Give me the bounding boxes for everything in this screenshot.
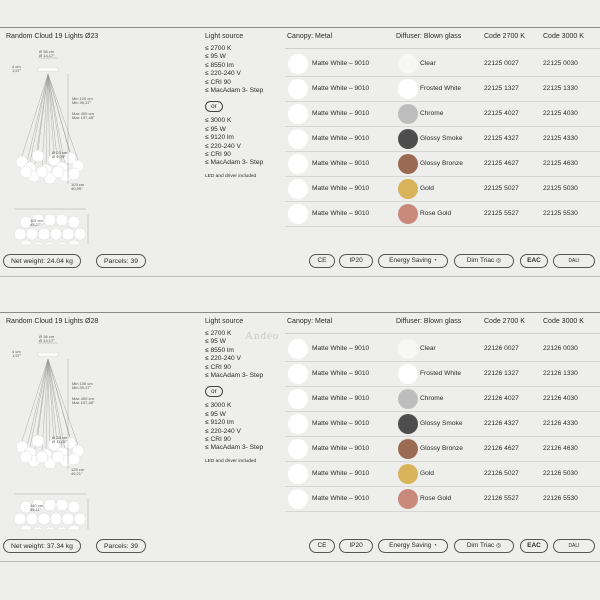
light-source-heading: Light source <box>205 33 244 40</box>
diffuser-name: Frosted White <box>420 85 462 92</box>
code-2700-heading: Code 2700 K <box>484 318 525 325</box>
technical-drawing <box>0 329 200 529</box>
code-3000k: 22126 4330 <box>543 420 578 427</box>
diffuser-name: Gold <box>420 470 434 477</box>
canopy-swatch <box>288 489 308 509</box>
eac-badge: EAC <box>520 254 548 268</box>
spec-3000-line: ≤ 95 W <box>205 410 226 418</box>
dim-ball-cm: Ø 23 cm <box>52 150 68 155</box>
diffuser-name: Glossy Bronze <box>420 160 463 167</box>
energy-badge <box>378 539 448 553</box>
diffuser-swatch-bronze <box>398 439 418 459</box>
dim-min-in: Min 39,37" <box>72 100 91 105</box>
diffuser-swatch-chrome <box>398 389 418 409</box>
diffuser-swatch-frosted <box>398 79 418 99</box>
table-top-rule <box>285 48 600 49</box>
diffuser-swatch-gold <box>398 464 418 484</box>
dim-badge <box>454 539 514 553</box>
spec-3000-line: ≤ 95 W <box>205 125 226 133</box>
code-3000k: 22126 4030 <box>543 395 578 402</box>
parcels: Parcels: 39 <box>96 254 146 268</box>
spec-3000-line: ≤ MacAdam 3- Step <box>205 159 264 167</box>
canopy-swatch <box>288 54 308 74</box>
dim-height-cm: 103 cm <box>71 182 85 187</box>
dimmer-icon: ◎ <box>496 258 502 264</box>
code-3000k: 22126 1330 <box>543 370 578 377</box>
net-weight: Net weight: 37.34 kg <box>3 539 81 553</box>
canopy-swatch <box>288 104 308 124</box>
spec-2700-line: ≤ 8550 lm <box>205 61 234 69</box>
dimmer-icon: ◎ <box>496 543 502 549</box>
spec-2700-line: ≤ 2700 K <box>205 45 232 52</box>
code-3000k: 22125 0030 <box>543 60 578 67</box>
canopy-swatch <box>288 439 308 459</box>
canopy-swatch <box>288 389 308 409</box>
code-3000k: 22125 5530 <box>543 210 578 217</box>
product-row <box>285 177 600 202</box>
code-2700k: 22126 4027 <box>484 395 519 402</box>
header-rule <box>0 27 600 28</box>
led-note: LED and driver included <box>205 458 257 464</box>
spec-2700-line: ≤ 2700 K <box>205 330 232 337</box>
ip-badge: IP20 <box>339 254 373 268</box>
product-row <box>285 462 600 487</box>
header-rule <box>0 312 600 313</box>
energy-label: Energy Saving <box>389 257 432 264</box>
dim-width-in: 55,11" <box>30 507 42 512</box>
diffuser-name: Chrome <box>420 395 444 402</box>
code-2700-heading: Code 2700 K <box>484 33 525 40</box>
code-3000k: 22125 5030 <box>543 185 578 192</box>
code-2700k: 22125 4327 <box>484 135 519 142</box>
product-row <box>285 102 600 127</box>
diffuser-name: Frosted White <box>420 370 462 377</box>
diffuser-name: Chrome <box>420 110 444 117</box>
dim-badge <box>454 254 514 268</box>
canopy-finish: Matte White – 9010 <box>312 135 370 142</box>
dim-min-in: Min 39,37" <box>72 385 91 390</box>
code-2700k: 22125 5027 <box>484 185 519 192</box>
footer-rule <box>0 276 600 277</box>
canopy-finish: Matte White – 9010 <box>312 85 370 92</box>
canopy-finish: Matte White – 9010 <box>312 210 370 217</box>
spec-3000-line: ≤ 220-240 V <box>205 427 241 435</box>
spec-2700-line: ≤ 95 W <box>205 53 226 61</box>
code-3000k: 22126 5030 <box>543 470 578 477</box>
net-weight: Net weight: 24.04 kg <box>3 254 81 268</box>
spec-2700-line: ≤ 220-240 V <box>205 70 241 78</box>
spec-3000-line: ≤ 220-240 V <box>205 142 241 150</box>
diffuser-name: Rose Gold <box>420 210 452 217</box>
leaf-icon: ◔ <box>433 258 437 264</box>
dim-height-in: 40,55" <box>71 186 83 191</box>
product-row <box>285 337 600 362</box>
diffuser-swatch-smoke <box>398 414 418 434</box>
table-top-rule <box>285 333 600 334</box>
spec-2700-line: ≤ 8550 lm <box>205 346 234 354</box>
code-3000k: 22126 4630 <box>543 445 578 452</box>
light-source-heading: Light source <box>205 318 244 325</box>
code-2700k: 22126 4627 <box>484 445 519 452</box>
canopy-swatch <box>288 464 308 484</box>
product-row <box>285 387 600 412</box>
spec-3000-line: ≤ 3000 K <box>205 402 232 410</box>
code-2700k: 22126 1327 <box>484 370 519 377</box>
canopy-heading: Canopy: Metal <box>287 33 333 40</box>
dim-width-cm: 115 cm <box>30 218 43 223</box>
canopy-finish: Matte White – 9010 <box>312 470 370 477</box>
diffuser-swatch-frosted <box>398 364 418 384</box>
driver-badge: DALI <box>553 254 595 268</box>
code-3000k: 22126 0030 <box>543 345 578 352</box>
canopy-finish: Matte White – 9010 <box>312 495 370 502</box>
canopy-plate <box>38 353 58 356</box>
product-row <box>285 362 600 387</box>
canopy-swatch <box>288 204 308 224</box>
ce-badge: CE <box>309 539 335 553</box>
dim-ball-cm: Ø 28 cm <box>52 435 68 440</box>
dim-height-cm: 125 cm <box>71 467 85 472</box>
diffuser-swatch-gold <box>398 179 418 199</box>
canopy-finish: Matte White – 9010 <box>312 345 370 352</box>
canopy-finish: Matte White – 9010 <box>312 185 370 192</box>
code-3000k: 22125 4330 <box>543 135 578 142</box>
dim-gap-in: 1,57" <box>12 353 22 358</box>
canopy-swatch <box>288 154 308 174</box>
row-divider <box>285 226 600 227</box>
dim-height-in: 49,21" <box>71 471 83 476</box>
dim-label: Dim Triac <box>466 257 495 264</box>
spec-3000-line: ≤ CRI 90 <box>205 436 231 444</box>
code-3000k: 22126 5530 <box>543 495 578 502</box>
diffuser-name: Rose Gold <box>420 495 452 502</box>
canopy-swatch <box>288 129 308 149</box>
diffuser-name: Clear <box>420 345 436 352</box>
code-2700k: 22125 5527 <box>484 210 519 217</box>
canopy-finish: Matte White – 9010 <box>312 60 370 67</box>
code-3000-heading: Code 3000 K <box>543 33 584 40</box>
canopy-swatch <box>288 414 308 434</box>
spec-2700-line: ≤ 220-240 V <box>205 355 241 363</box>
product-section <box>0 285 600 585</box>
spec-3000-line: ≤ 9120 lm <box>205 134 234 142</box>
code-2700k: 22126 4327 <box>484 420 519 427</box>
spec-2700-line: ≤ CRI 90 <box>205 78 231 86</box>
or-badge: or <box>205 101 223 112</box>
spec-2700-line: ≤ 95 W <box>205 338 226 346</box>
product-title: Random Cloud 19 Lights Ø23 <box>6 33 99 40</box>
dim-max-cm: Max 400 cm <box>72 111 94 116</box>
canopy-finish: Matte White – 9010 <box>312 445 370 452</box>
diffuser-swatch-rose <box>398 204 418 224</box>
spec-2700-line: ≤ CRI 90 <box>205 363 231 371</box>
canopy-swatch <box>288 179 308 199</box>
product-row <box>285 152 600 177</box>
diffuser-name: Clear <box>420 60 436 67</box>
spec-3000-line: ≤ 9120 lm <box>205 419 234 427</box>
ce-badge: CE <box>309 254 335 268</box>
spec-3000-line: ≤ CRI 90 <box>205 151 231 159</box>
dim-top-cm: Ø 36 cm <box>39 49 55 54</box>
energy-badge <box>378 254 448 268</box>
dim-ball-in: Ø 9,05" <box>52 154 66 159</box>
spec-3000-line: ≤ 3000 K <box>205 117 232 125</box>
diffuser-heading: Diffuser: Blown glass <box>396 318 462 325</box>
product-row <box>285 487 600 512</box>
diffuser-name: Gold <box>420 185 434 192</box>
dim-max-in: Max 157,48" <box>72 400 95 405</box>
diffuser-swatch-chrome <box>398 104 418 124</box>
product-row <box>285 202 600 227</box>
code-3000-heading: Code 3000 K <box>543 318 584 325</box>
leaf-icon: ◔ <box>433 543 437 549</box>
canopy-finish: Matte White – 9010 <box>312 370 370 377</box>
canopy-swatch <box>288 364 308 384</box>
row-divider <box>285 511 600 512</box>
diffuser-heading: Diffuser: Blown glass <box>396 33 462 40</box>
parcels: Parcels: 39 <box>96 539 146 553</box>
dim-gap-cm: 4 cm <box>12 349 21 354</box>
code-2700k: 22125 1327 <box>484 85 519 92</box>
canopy-swatch <box>288 339 308 359</box>
dim-gap-cm: 4 cm <box>12 64 21 69</box>
dim-min-cm: Min 100 cm <box>72 96 93 101</box>
dim-min-cm: Min 100 cm <box>72 381 93 386</box>
product-title: Random Cloud 19 Lights Ø28 <box>6 318 99 325</box>
footer-rule <box>0 561 600 562</box>
code-2700k: 22125 4627 <box>484 160 519 167</box>
light-source-spec <box>205 33 285 179</box>
canopy-swatch <box>288 79 308 99</box>
diffuser-name: Glossy Smoke <box>420 135 463 142</box>
diffuser-swatch-bronze <box>398 154 418 174</box>
dim-gap-in: 1,57" <box>12 68 22 73</box>
diffuser-swatch-rose <box>398 489 418 509</box>
dim-label: Dim Triac <box>466 542 495 549</box>
code-3000k: 22125 1330 <box>543 85 578 92</box>
dim-top-in: Ø 14,17" <box>39 53 55 58</box>
canopy-finish: Matte White – 9010 <box>312 160 370 167</box>
canopy-plate <box>38 68 58 71</box>
code-2700k: 22125 4027 <box>484 110 519 117</box>
energy-label: Energy Saving <box>389 542 432 549</box>
code-3000k: 22125 4030 <box>543 110 578 117</box>
or-badge: or <box>205 386 223 397</box>
diffuser-name: Glossy Bronze <box>420 445 463 452</box>
dim-width-cm: 140 cm <box>30 503 44 508</box>
driver-badge: DALI <box>553 539 595 553</box>
ip-badge: IP20 <box>339 539 373 553</box>
canopy-heading: Canopy: Metal <box>287 318 333 325</box>
technical-drawing <box>0 44 200 244</box>
watermark: Andéo <box>245 330 280 342</box>
canopy-finish: Matte White – 9010 <box>312 110 370 117</box>
product-row <box>285 77 600 102</box>
diffuser-name: Glossy Smoke <box>420 420 463 427</box>
canopy-finish: Matte White – 9010 <box>312 420 370 427</box>
code-2700k: 22125 0027 <box>484 60 519 67</box>
eac-badge: EAC <box>520 539 548 553</box>
product-row <box>285 127 600 152</box>
code-2700k: 22126 5027 <box>484 470 519 477</box>
led-note: LED and driver included <box>205 173 257 179</box>
spec-2700-line: ≤ MacAdam 3- Step <box>205 372 264 380</box>
code-2700k: 22126 5527 <box>484 495 519 502</box>
product-row <box>285 412 600 437</box>
dim-ball-in: Ø 11,02" <box>52 439 68 444</box>
spec-2700-line: ≤ MacAdam 3- Step <box>205 87 264 95</box>
code-3000k: 22125 4630 <box>543 160 578 167</box>
dim-top-in: Ø 14,17" <box>39 338 55 343</box>
dim-width-in: 45,27" <box>30 222 42 227</box>
diffuser-swatch-smoke <box>398 129 418 149</box>
product-row <box>285 52 600 77</box>
dim-top-cm: Ø 36 cm <box>39 334 55 339</box>
dim-max-in: Max 157,48" <box>72 115 95 120</box>
dim-max-cm: Max 400 cm <box>72 396 94 401</box>
canopy-finish: Matte White – 9010 <box>312 395 370 402</box>
spec-3000-line: ≤ MacAdam 3- Step <box>205 444 264 452</box>
diffuser-swatch-clear <box>398 339 418 359</box>
product-row <box>285 437 600 462</box>
code-2700k: 22126 0027 <box>484 345 519 352</box>
diffuser-swatch-clear <box>398 54 418 74</box>
